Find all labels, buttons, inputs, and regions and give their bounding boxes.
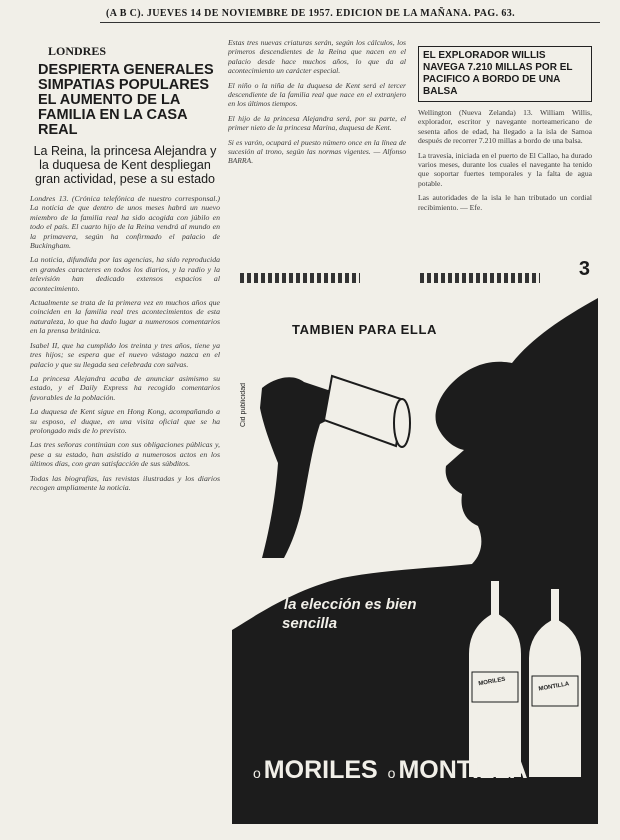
article-paragraph: Isabel II, que ha cumplido los treinta y tres años, tiene ya tres hijos; se espera que el nuevo vástago nazca en el palacio y que su llegada sea celebrada con salvas. bbox=[30, 340, 220, 369]
page-header bbox=[0, 4, 620, 26]
ad-number: 3 bbox=[578, 258, 590, 280]
brand-word-1: MORILES bbox=[263, 756, 378, 784]
article-paragraph: Actualmente se trata de la primera vez en muchos años que coinciden en la familia real tres acontecimientos de esta naturaleza, lo que ha dado lugar a numerosos comentarios en la prensa británica. bbox=[30, 298, 220, 336]
ad-illustration bbox=[232, 258, 598, 824]
article-paragraph: Las tres señoras continúan con sus obligaciones públicas y, pese a su estado, han asistido a numerosos actos en los últimos días, con gran satisfacción de sus súbditos. bbox=[30, 440, 220, 469]
right-article bbox=[418, 38, 592, 243]
news-box-title: EL EXPLORADOR WILLIS NAVEGA 7.210 MILLAS POR EL PACIFICO A BORDO DE UNA BALSA bbox=[423, 50, 573, 97]
wine-glass bbox=[324, 376, 404, 446]
header-text: (A B C). JUEVES 14 DE NOVIEMBRE DE 1957. EDICION DE LA MAÑANA. PAG. 63. bbox=[106, 8, 516, 19]
ad-slogan-line-2: sencilla bbox=[282, 615, 338, 632]
news-box bbox=[418, 46, 592, 102]
wine-advertisement bbox=[232, 258, 598, 824]
article-paragraph: Wellington (Nueva Zelanda) 13. William Willis, explorador, escritor y navegante norteamericano de sesenta años de edad, ha llegado a la isla de Samoa después de recorrer 7.210 millas a bordo de una balsa. bbox=[418, 108, 592, 146]
header-rule bbox=[100, 22, 600, 23]
article-paragraph: Todas las biografías, las revistas ilustradas y los diarios recogen ampliamente la noticia. bbox=[30, 473, 220, 492]
article-paragraph: Londres 13. (Crónica telefónica de nuestro corresponsal.) La noticia de que dentro de unos meses habrá un nuevo miembro de la familia real ha sido acogida con júbilo en todo el país. El cuarto hijo de la Reina vendrá al mundo en la primavera, según ha confirmado el palacio de Buckingham. bbox=[30, 194, 220, 251]
middle-article bbox=[228, 38, 406, 243]
brand-prefix-1: o bbox=[253, 765, 261, 781]
ornament-left bbox=[240, 273, 360, 283]
ad-brand-line bbox=[250, 756, 528, 785]
article-paragraph: La princesa Alejandra acaba de anunciar asimismo su estado, y el Daily Express ha recogido comentarios favorables de la población. bbox=[30, 373, 220, 402]
ad-slogan-line-1: la elección es bien bbox=[284, 596, 417, 613]
left-article bbox=[30, 38, 220, 838]
bottle-2-label-text: MONTILLA bbox=[538, 681, 570, 693]
article-paragraph: La duquesa de Kent sigue en Hong Kong, acompañando a su esposo, el duque, en una visita oficial que se ha prolongado más de lo previsto. bbox=[30, 407, 220, 435]
article-paragraph: Si es varón, ocupará el puesto número once en la línea de sucesión al trono, según las normas vigentes. — Alfonso BARRA. bbox=[228, 137, 406, 166]
article-dateline: LONDRES bbox=[48, 44, 107, 58]
article-paragraph: La travesía, iniciada en el puerto de El Callao, ha durado varios meses, durante los cuales el navegante ha tenido que soportar fuertes temporales y la falta de agua potable. bbox=[418, 150, 592, 188]
ad-tagline: TAMBIEN PARA ELLA bbox=[292, 322, 438, 337]
bottle-1-label-text: MORILES bbox=[478, 676, 506, 688]
article-paragraph: El niño o la niña de la duquesa de Kent será el tercer descendiente de la familia real que nace en el extranjero en los últimos tiempos. bbox=[228, 80, 406, 109]
article-paragraph: La noticia, difundida por las agencias, ha sido reproducida en grandes caracteres en todos los diarios, y la radio y la televisión han dedicado extensos espacios al acontecimiento. bbox=[30, 255, 220, 293]
ornament-right bbox=[420, 273, 540, 283]
glass-rim bbox=[394, 399, 410, 447]
ad-agency-credit: Cid publicidad bbox=[240, 383, 247, 427]
ad-ornament-rule bbox=[240, 273, 590, 285]
article-deck: La Reina, la princesa Alejandra y la duquesa de Kent despliegan gran actividad, pese a su estado bbox=[33, 144, 217, 186]
article-paragraph: Las autoridades de la isla le han tributado un cordial recibimiento. — Efe. bbox=[418, 193, 592, 212]
article-paragraph: Estas tres nuevas criaturas serán, según los cálculos, los primeros descendientes de la Reina que nacen en el palacio desde hace muchos años, lo que da al acontecimiento un carácter especial. bbox=[228, 38, 406, 76]
brand-prefix-2: o bbox=[387, 765, 396, 781]
brand-word-2: MONTILLA bbox=[398, 756, 528, 784]
article-paragraph: El hijo de la princesa Alejandra será, por su parte, el primer nieto de la princesa Marina, duquesa de Kent. bbox=[228, 113, 406, 133]
article-headline: DESPIERTA GENERALES SIMPATIAS POPULARES EL AUMENTO DE LA FAMILIA EN LA CASA REAL bbox=[38, 62, 214, 138]
